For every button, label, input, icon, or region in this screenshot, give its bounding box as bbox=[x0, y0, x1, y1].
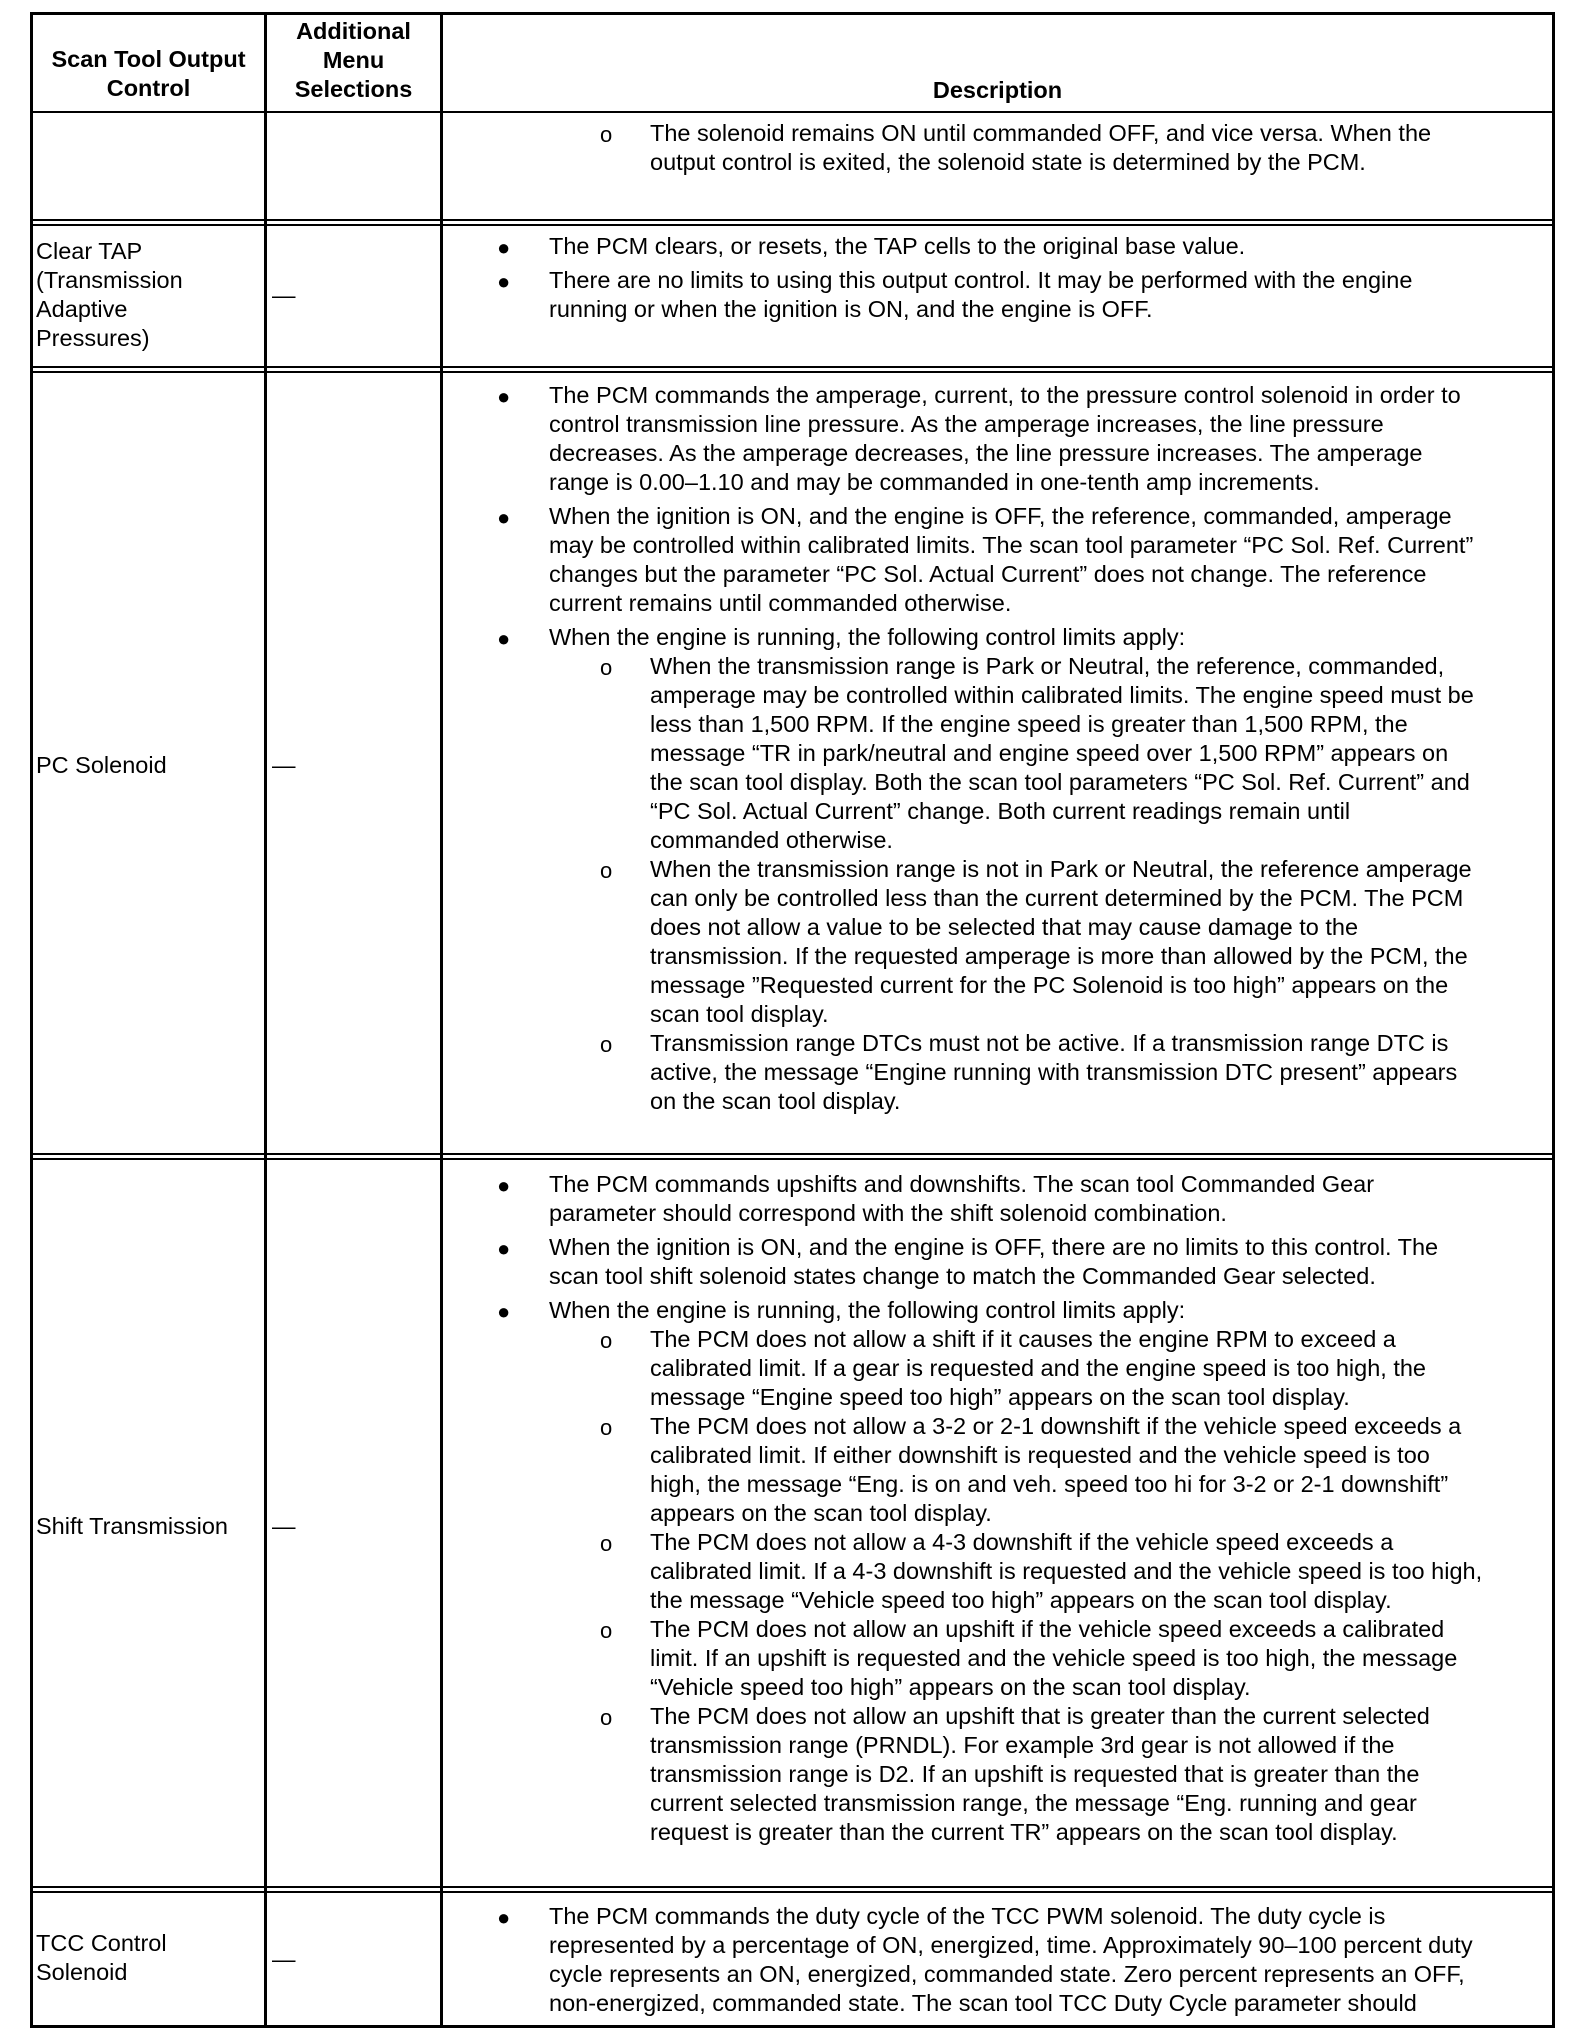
desc-line: transmission. If the requested amperage is more than allowed by the PCM, the bbox=[650, 943, 1468, 969]
desc-line: control transmission line pressure. As the amperage increases, the line pressure bbox=[549, 411, 1384, 437]
desc-line: When the engine is running, the following control limits apply: bbox=[549, 624, 1186, 650]
desc-line: scan tool shift solenoid states change to match the Commanded Gear selected. bbox=[549, 1263, 1376, 1289]
desc-line: The solenoid remains ON until commanded OFF, and vice versa. When the bbox=[650, 120, 1432, 146]
header-col2-line2: Menu bbox=[322, 47, 385, 73]
bullet-marker: ● bbox=[497, 1299, 511, 1324]
desc-line: The PCM commands the duty cycle of the TCC PWM solenoid. The duty cycle is bbox=[549, 1903, 1386, 1929]
row-name-line: Pressures) bbox=[36, 325, 150, 351]
desc-line: on the scan tool display. bbox=[650, 1088, 901, 1114]
bullet-marker: ● bbox=[497, 269, 511, 294]
row-name-line: PC Solenoid bbox=[36, 752, 167, 778]
desc-line: limit. If an upshift is requested and the vehicle speed is too high, the message bbox=[650, 1645, 1458, 1671]
sub-marker: o bbox=[600, 1032, 613, 1057]
desc-line: The PCM does not allow a 4-3 downshift if the vehicle speed exceeds a bbox=[650, 1529, 1394, 1555]
desc-line: When the ignition is ON, and the engine is OFF, there are no limits to this control. The bbox=[549, 1234, 1439, 1260]
menu-selection-dash: — bbox=[272, 1513, 296, 1539]
row-name-line: TCC Control bbox=[36, 1930, 167, 1956]
bullet-marker: ● bbox=[497, 1905, 511, 1930]
desc-line: When the engine is running, the following control limits apply: bbox=[549, 1297, 1186, 1323]
row-name-line: Solenoid bbox=[36, 1959, 128, 1985]
desc-line: does not allow a value to be selected that may cause damage to the bbox=[650, 914, 1359, 940]
header-col2 bbox=[267, 17, 440, 104]
desc-line: The PCM commands the amperage, current, to the pressure control solenoid in order to bbox=[549, 382, 1461, 408]
row-divider-2a bbox=[30, 366, 1555, 368]
row-name-line: Adaptive bbox=[36, 296, 128, 322]
desc-line: the message “Vehicle speed too high” appears on the scan tool display. bbox=[650, 1587, 1392, 1613]
header-col3-label: Description bbox=[932, 77, 1063, 103]
desc-line: When the transmission range is not in Park or Neutral, the reference amperage bbox=[650, 856, 1472, 882]
row-name-line: (Transmission bbox=[36, 267, 183, 293]
desc-line: message “TR in park/neutral and engine speed over 1,500 RPM” appears on bbox=[650, 740, 1449, 766]
desc-line: When the transmission range is Park or Neutral, the reference, commanded, bbox=[650, 653, 1445, 679]
desc-line: calibrated limit. If a gear is requested and the engine speed is too high, the bbox=[650, 1355, 1426, 1381]
desc-line: active, the message “Engine running with transmission DTC present” appears bbox=[650, 1059, 1458, 1085]
desc-line: The PCM does not allow an upshift if the vehicle speed exceeds a calibrated bbox=[650, 1616, 1445, 1642]
menu-selection-dash: — bbox=[272, 752, 296, 778]
desc-line: non-energized, commanded state. The scan tool TCC Duty Cycle parameter should bbox=[549, 1990, 1417, 2016]
desc-line: scan tool display. bbox=[650, 1001, 829, 1027]
sub-marker: o bbox=[600, 1328, 613, 1353]
desc-line: The PCM commands upshifts and downshifts. The scan tool Commanded Gear bbox=[549, 1171, 1375, 1197]
table-border-right bbox=[1552, 12, 1555, 2028]
header-col2-line3: Selections bbox=[294, 76, 413, 102]
desc-line: represented by a percentage of ON, energized, time. Approximately 90–100 percent duty bbox=[549, 1932, 1473, 1958]
desc-line: When the ignition is ON, and the engine is OFF, the reference, commanded, amperage bbox=[549, 503, 1452, 529]
desc-line: transmission range (PRNDL). For example 3rd gear is not allowed if the bbox=[650, 1732, 1395, 1758]
desc-line: current selected transmission range, the message “Eng. running and gear bbox=[650, 1790, 1417, 1816]
sub-marker: o bbox=[600, 655, 613, 680]
header-col1 bbox=[33, 45, 264, 103]
row-divider-4b bbox=[30, 1891, 1555, 1893]
header-col2-line1: Additional bbox=[296, 18, 411, 44]
table-border-left bbox=[30, 12, 33, 2028]
sub-marker: o bbox=[600, 1618, 613, 1643]
desc-line: The PCM does not allow a shift if it causes the engine RPM to exceed a bbox=[650, 1326, 1396, 1352]
menu-selection-dash: — bbox=[272, 1946, 296, 1972]
row-name-line: Shift Transmission bbox=[36, 1513, 228, 1539]
header-col3 bbox=[443, 76, 1552, 105]
desc-line: less than 1,500 RPM. If the engine speed is greater than 1,500 RPM, the bbox=[650, 711, 1408, 737]
header-col1-line2: Control bbox=[106, 75, 191, 101]
desc-line: Transmission range DTCs must not be active. If a transmission range DTC is bbox=[650, 1030, 1449, 1056]
desc-line: calibrated limit. If either downshift is requested and the vehicle speed is too bbox=[650, 1442, 1430, 1468]
bullet-marker: ● bbox=[497, 235, 511, 260]
desc-line: parameter should correspond with the shift solenoid combination. bbox=[549, 1200, 1227, 1226]
sub-marker: o bbox=[600, 1705, 613, 1730]
row-divider-header bbox=[30, 111, 1555, 113]
bullet-marker: ● bbox=[497, 626, 511, 651]
desc-line: The PCM clears, or resets, the TAP cells to the original base value. bbox=[549, 233, 1246, 259]
menu-selection-dash: — bbox=[272, 282, 296, 308]
header-col1-line1: Scan Tool Output bbox=[51, 46, 246, 72]
desc-line: appears on the scan tool display. bbox=[650, 1500, 992, 1526]
desc-line: running or when the ignition is ON, and the engine is OFF. bbox=[549, 296, 1153, 322]
sub-marker: o bbox=[600, 1531, 613, 1556]
desc-line: message “Engine speed too high” appears on the scan tool display. bbox=[650, 1384, 1350, 1410]
row-divider-3b bbox=[30, 1158, 1555, 1160]
desc-line: cycle represents an ON, energized, commanded state. Zero percent represents an OFF, bbox=[549, 1961, 1465, 1987]
desc-line: message ”Requested current for the PC Solenoid is too high” appears on the bbox=[650, 972, 1449, 998]
table-border-top bbox=[30, 12, 1555, 15]
table-border-bottom bbox=[30, 2025, 1555, 2028]
sub-marker: o bbox=[600, 1415, 613, 1440]
desc-line: the scan tool display. Both the scan tool parameters “PC Sol. Ref. Current” and bbox=[650, 769, 1470, 795]
desc-line: commanded otherwise. bbox=[650, 827, 893, 853]
desc-line: amperage may be controlled within calibrated limits. The engine speed must be bbox=[650, 682, 1474, 708]
desc-line: decreases. As the amperage decreases, the line pressure increases. The amperage bbox=[549, 440, 1423, 466]
desc-line: The PCM does not allow an upshift that is greater than the current selected bbox=[650, 1703, 1430, 1729]
row-name-line: Clear TAP bbox=[36, 238, 143, 264]
desc-line: request is greater than the current TR” appears on the scan tool display. bbox=[650, 1819, 1398, 1845]
bullet-marker: ● bbox=[497, 505, 511, 530]
bullet-marker: ● bbox=[497, 1173, 511, 1198]
column-divider-1 bbox=[264, 12, 267, 2028]
bullet-marker: ● bbox=[497, 384, 511, 409]
desc-line: output control is exited, the solenoid state is determined by the PCM. bbox=[650, 149, 1366, 175]
bullet-marker: ● bbox=[497, 1236, 511, 1261]
sub-marker: o bbox=[600, 858, 613, 883]
row-divider-1a bbox=[30, 219, 1555, 221]
desc-line: The PCM does not allow a 3-2 or 2-1 downshift if the vehicle speed exceeds a bbox=[650, 1413, 1462, 1439]
row-divider-2b bbox=[30, 371, 1555, 373]
desc-line: can only be controlled less than the current determined by the PCM. The PCM bbox=[650, 885, 1464, 911]
column-divider-2 bbox=[440, 12, 443, 2028]
sub-marker: o bbox=[600, 122, 613, 147]
desc-line: transmission range is D2. If an upshift is requested that is greater than the bbox=[650, 1761, 1420, 1787]
desc-line: current remains until commanded otherwise. bbox=[549, 590, 1012, 616]
desc-line: changes but the parameter “PC Sol. Actual Current” does not change. The reference bbox=[549, 561, 1427, 587]
desc-line: “Vehicle speed too high” appears on the scan tool display. bbox=[650, 1674, 1251, 1700]
desc-line: calibrated limit. If a 4-3 downshift is requested and the vehicle speed is too high, bbox=[650, 1558, 1483, 1584]
row-divider-1b bbox=[30, 224, 1555, 226]
desc-line: high, the message “Eng. is on and veh. speed too hi for 3-2 or 2-1 downshift” bbox=[650, 1471, 1449, 1497]
row-divider-3a bbox=[30, 1153, 1555, 1155]
desc-line: There are no limits to using this output control. It may be performed with the engine bbox=[549, 267, 1413, 293]
desc-line: may be controlled within calibrated limits. The scan tool parameter “PC Sol. Ref. Current” bbox=[549, 532, 1474, 558]
row-divider-4a bbox=[30, 1886, 1555, 1888]
desc-line: range is 0.00–1.10 and may be commanded in one-tenth amp increments. bbox=[549, 469, 1320, 495]
desc-line: “PC Sol. Actual Current” change. Both current readings remain until bbox=[650, 798, 1351, 824]
